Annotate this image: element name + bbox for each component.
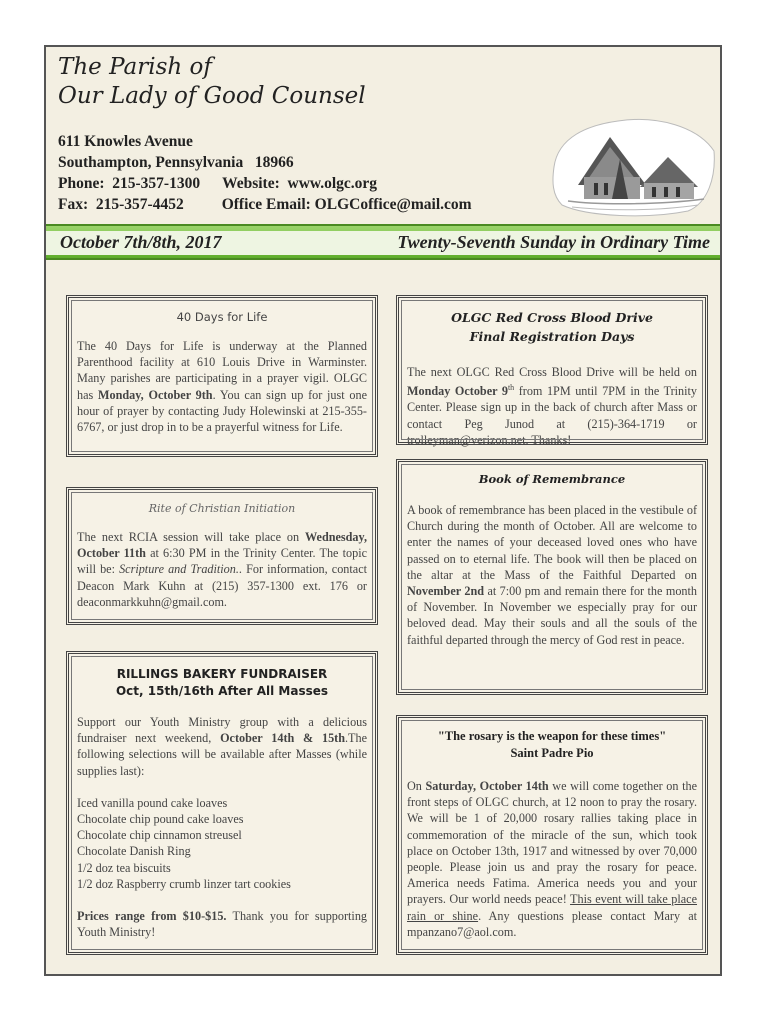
fax-number: Fax: 215-357-4452 (58, 196, 184, 213)
parish-title (58, 53, 366, 111)
liturgical-sunday: Twenty-Seventh Sunday in Ordinary Time (397, 232, 710, 252)
list-item: 1/2 doz tea biscuits (77, 860, 171, 875)
blood-drive-text: The next OLGC Red Cross Blood Drive will be held on Monday October 9th from 1PM until 7PM in the Trinity Center. Please sign up in the back of church after Mass or contact Peg Junod at (215)-364-1719 or trolleyman@verizon.net. Thanks! (407, 365, 697, 447)
parish-address-block (58, 131, 472, 215)
bakery-intro: Support our Youth Ministry group with a delicious fundraiser next weekend, October 14th & 15th.The following selections will be available after Masses (while supplies last): (77, 715, 367, 778)
church-illustration (548, 107, 718, 217)
parish-title-line2: Our Lady of Good Counsel (58, 83, 366, 109)
city-state-zip: Southampton, Pennsylvania 18966 (58, 154, 294, 171)
list-item: Iced vanilla pound cake loaves (77, 795, 228, 810)
remembrance-title: Book of Remembrance (478, 472, 626, 486)
list-item: Chocolate Danish Ring (77, 844, 191, 859)
list-item: Chocolate chip cinnamon streusel (77, 828, 242, 843)
office-email[interactable]: Office Email: OLGCoffice@mail.com (221, 196, 472, 213)
rosary-text: On Saturday, October 14th we will come together on the front steps of OLGC church, at 12 noon to pray the rosary. We will be 1 of 20,000 rosary rallies taking place in commemoration of the miracle of the sun, which took place on October 13th, 1917 and witnessed by over 70,000 people. Please join us and pray the rosary for peace. America needs Fatima. America needs you and your prayers. Our world needs peace! This event will take place rain or shine. Any questions please contact Mary at mpanzano7@aol.com. (407, 779, 698, 939)
bulletin-date: October 7th/8th, 2017 (60, 232, 222, 252)
bulletin-page (44, 45, 722, 976)
rosary-title: "The rosary is the weapon for these times" Saint Padre Pio (437, 729, 667, 760)
bakery-fundraiser-box (66, 651, 378, 955)
website[interactable]: Website: www.olgc.org (222, 175, 378, 192)
days-for-life-box (66, 295, 378, 457)
rcia-box (66, 487, 378, 625)
date-banner (46, 224, 720, 260)
bakery-title: RILLINGS BAKERY FUNDRAISER Oct, 15th/16th After All Masses (115, 667, 329, 698)
rcia-title: Rite of Christian Initiation (148, 502, 296, 515)
days-for-life-title: 40 Days for Life (176, 310, 268, 324)
rcia-text: The next RCIA session will take place on Wednesday, October 11th at 6:30 PM in the Trinity Center. The topic will be: Scripture and Tradition.. For information, contact Deacon Mark Kuhn at (215) 357-1300 ext. 176 or deaconmarkkuhn@gmail.com. (77, 530, 367, 609)
remembrance-box (396, 459, 708, 695)
remembrance-text: A book of remembrance has been placed in the vestibule of Church during the month of October. All are welcome to enter the names of your deceased loved ones who have passed on to eternal life. The book will then be placed on the altar at the Mass of the Faithful Departed on November 2nd at 7:00 pm and remain there for the month of November. In November we especially pray for our beloved dead. May their souls and all the souls of the faithful departed through the mercy of God rest in peace. (407, 503, 697, 647)
phone-number: Phone: 215-357-1300 (58, 175, 201, 192)
street-address: 611 Knowles Avenue (58, 133, 193, 150)
list-item: Chocolate chip pound cake loaves (77, 812, 244, 827)
blood-drive-box (396, 295, 708, 445)
rosary-box (396, 715, 708, 955)
bakery-prices: Prices range from $10-$15. Thank you for supporting Youth Ministry! (77, 909, 368, 940)
bakery-items-list (77, 795, 367, 892)
days-for-life-text: The 40 Days for Life is underway at the Planned Parenthood facility at 610 Louis Drive in Warminster. Many parishes are participating in a prayer vigil. OLGC has Monday, October 9th. You can sign up for just one hour of prayer by contacting Judy Holewinski at 215-355-6767, or just drop in to be a prayerful witness for Life. (77, 339, 367, 435)
parish-title-line1: The Parish of (58, 54, 212, 80)
blood-drive-title: OLGC Red Cross Blood Drive Final Registration Days (451, 310, 653, 344)
list-item: 1/2 doz Raspberry crumb linzer tart cookies (77, 876, 291, 891)
